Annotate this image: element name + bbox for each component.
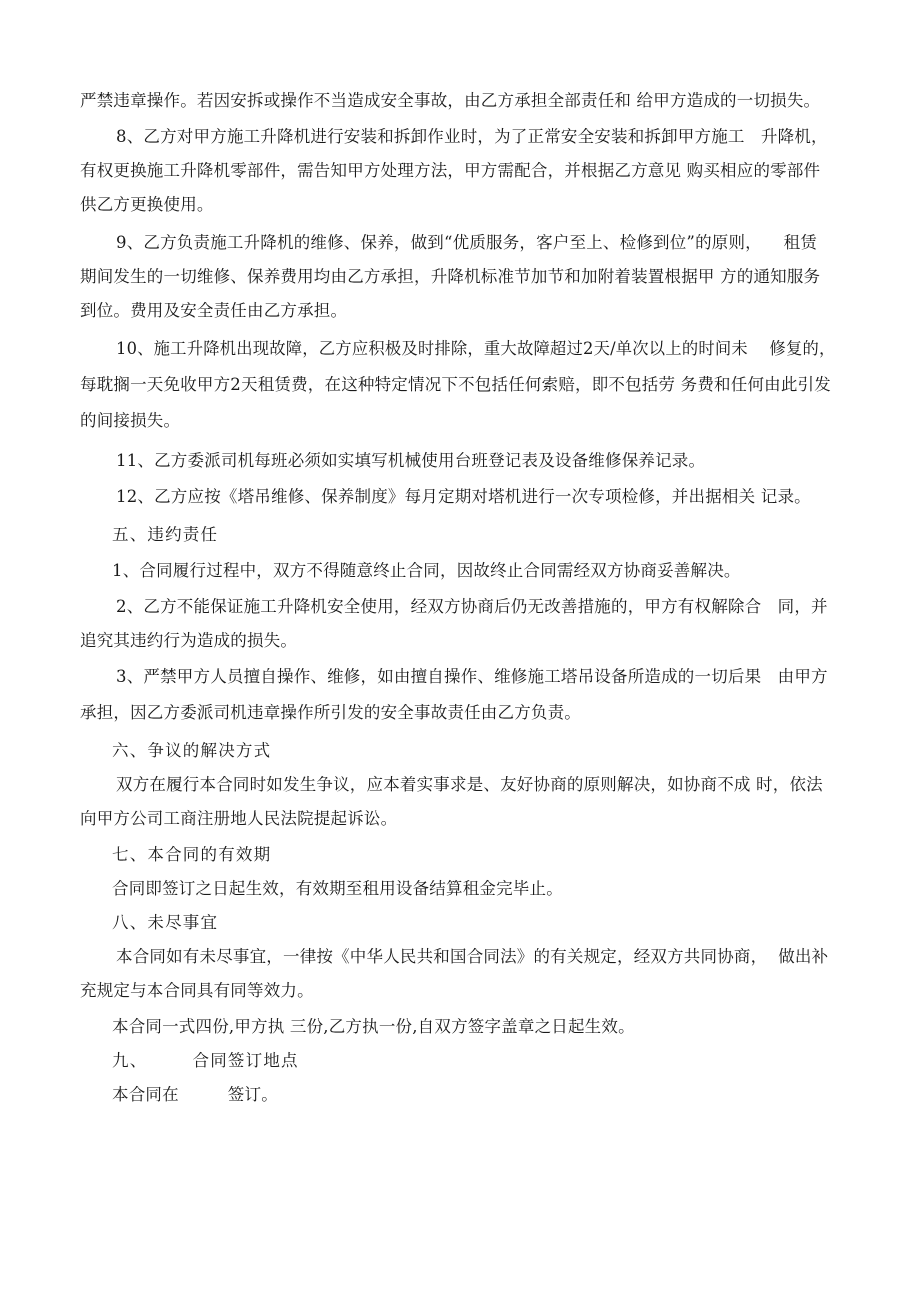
clause-8-line-3: 供乙方更换使用。	[80, 195, 214, 214]
clause-8-line-2: 有权更换施工升降机零部件，需告知甲方处理方法，甲方需配合，并根据乙方意见 购买相应的零部件	[80, 161, 821, 180]
clause-9-line-1: 9、乙方负责施工升降机的维修、保养，做到“优质服务，客户至上、检修到位”的原则， 租赁	[116, 233, 818, 252]
clause-11-line: 11、乙方委派司机每班必须如实填写机械使用台班登记表及设备维修保养记录。	[116, 451, 706, 470]
clause-10-line-3: 的间接损失。	[80, 411, 181, 430]
clause-10-line-1: 10、施工升降机出现故障，乙方应积极及时排除，重大故障超过2天/单次以上的时间未 修复的，	[116, 339, 836, 358]
dispute-line-1: 双方在履行本合同时如发生争议，应本着实事求是、友好协商的原则解决，如协商不成 时，依法	[116, 775, 823, 794]
clause-12-line: 12、乙方应按《塔吊维修、保养制度》每月定期对塔机进行一次专项检修，并出据相关 记录。	[116, 487, 811, 506]
signing-place-line: 本合同在 签订。	[112, 1085, 278, 1104]
clause-9-line-2: 期间发生的一切维修、保养费用均由乙方承担，升降机标准节加节和加附着装置根据甲 方的通知服务	[80, 267, 821, 286]
section-6-heading: 六、争议的解决方式	[112, 741, 272, 760]
section-8-heading: 八、未尽事宜	[112, 913, 219, 932]
clause-10-line-2: 每耽搁一天免收甲方2天租赁费，在这种特定情况下不包括任何索赔，即不包括劳 务费和任何由此引发	[80, 375, 831, 394]
section-7-heading: 七、本合同的有效期	[112, 845, 272, 864]
clause-8-line-1: 8、乙方对甲方施工升降机进行安装和拆卸作业时，为了正常安全安装和拆卸甲方施工 升降机，	[116, 127, 828, 146]
breach-1-line: 1、合同履行过程中，双方不得随意终止合同，因故终止合同需经双方协商妥善解决。	[112, 561, 741, 580]
misc-line-2: 充规定与本合同具有同等效力。	[80, 981, 314, 1000]
section-5-heading: 五、违约责任	[112, 525, 219, 544]
breach-3-line-1: 3、严禁甲方人员擅自操作、维修，如由擅自操作、维修施工塔吊设备所造成的一切后果 由甲方	[116, 667, 828, 686]
dispute-line-2: 向甲方公司工商注册地人民法院提起诉讼。	[80, 809, 398, 828]
section-9-heading: 九、 合同签订地点	[112, 1051, 299, 1070]
validity-line: 合同即签订之日起生效，有效期至租用设备结算租金完毕止。	[112, 879, 563, 898]
clause-9-line-3: 到位。费用及安全责任由乙方承担。	[80, 301, 348, 320]
paragraph-line: 严禁违章操作。若因安拆或操作不当造成安全事故，由乙方承担全部责任和 给甲方造成的一切损失。	[80, 91, 821, 110]
breach-2-line-1: 2、乙方不能保证施工升降机安全使用，经双方协商后仍无改善措施的，甲方有权解除合 同，并	[116, 597, 828, 616]
copies-line: 本合同一式四份,甲方执 三份,乙方执一份,自双方签字盖章之日起生效。	[112, 1017, 635, 1036]
breach-2-line-2: 追究其违约行为造成的损失。	[80, 631, 298, 650]
misc-line-1: 本合同如有未尽事宜，一律按《中华人民共和国合同法》的有关规定，经双方共同协商， 做出补	[116, 947, 829, 966]
breach-3-line-2: 承担，因乙方委派司机违章操作所引发的安全事故责任由乙方负责。	[80, 703, 581, 722]
